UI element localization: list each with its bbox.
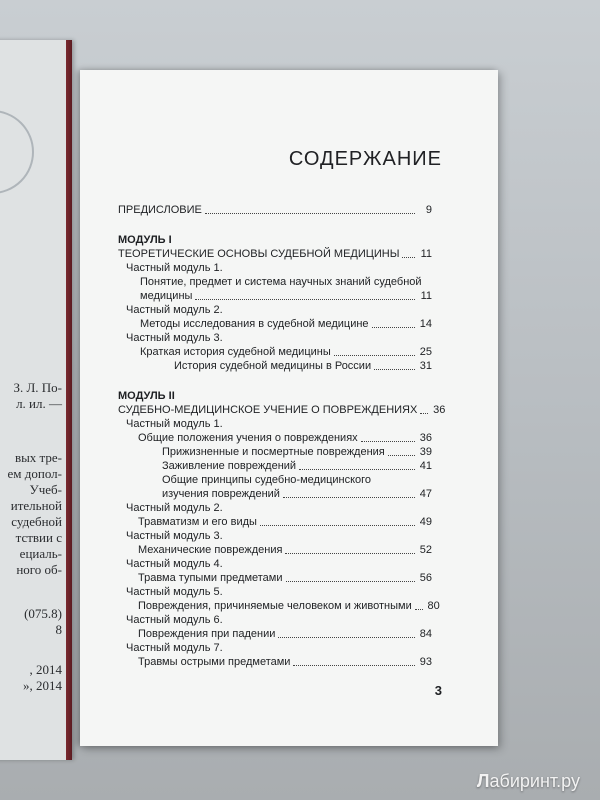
submodule-heading: Частный модуль 3.	[126, 530, 223, 542]
toc-entry-preface	[118, 203, 432, 217]
submodule-heading: Частный модуль 7.	[126, 642, 223, 654]
left-page-text: ного об-	[16, 562, 62, 577]
toc-label: Заживление повреждений	[162, 460, 297, 472]
page-number: 3	[434, 683, 442, 698]
toc-page: 25	[419, 346, 432, 358]
previous-page	[0, 40, 72, 760]
toc-entry-module-title	[118, 247, 432, 261]
dot-leader	[299, 469, 415, 470]
submodule-heading: Частный модуль 3.	[126, 332, 223, 344]
toc-page: 11	[420, 248, 432, 260]
toc-label: Общие принципы судебно-медицинского	[162, 474, 372, 486]
toc-label: Механические повреждения	[138, 544, 283, 556]
dot-leader	[260, 525, 415, 526]
toc-page: 49	[419, 516, 432, 528]
submodule-heading: Частный модуль 5.	[126, 586, 223, 598]
watermark-text: абиринт.ру	[489, 771, 580, 791]
toc-label: Общие положения учения о повреждениях	[138, 432, 358, 444]
dot-leader	[195, 299, 415, 300]
left-page-text: », 2014	[23, 678, 62, 693]
left-page-text: ециаль-	[19, 546, 62, 561]
toc-label: медицины	[140, 290, 193, 302]
toc-page: 36	[419, 432, 432, 444]
toc-page: 80	[427, 600, 440, 612]
left-page-text: 8	[55, 622, 62, 637]
toc-entry	[118, 543, 432, 557]
toc-label: ПРЕДИСЛОВИЕ	[118, 204, 202, 216]
dot-leader	[374, 369, 415, 370]
left-page-text: л. ил. —	[16, 396, 62, 411]
toc-entry	[118, 431, 432, 445]
module-heading: МОДУЛЬ I	[118, 234, 172, 246]
dot-leader	[415, 609, 423, 610]
toc-page: 52	[419, 544, 432, 556]
toc-page: 47	[419, 488, 432, 500]
toc-label: ТЕОРЕТИЧЕСКИЕ ОСНОВЫ СУДЕБНОЙ МЕДИЦИНЫ	[118, 248, 400, 260]
toc-label: Повреждения при падении	[138, 628, 276, 640]
submodule-heading: Частный модуль 1.	[126, 418, 223, 430]
toc-page: 41	[419, 460, 432, 472]
toc-entry	[118, 359, 432, 373]
toc-label: История судебной медицины в России	[174, 360, 372, 372]
dot-leader	[361, 441, 415, 442]
dot-leader	[278, 637, 415, 638]
submodule-heading: Частный модуль 2.	[126, 304, 223, 316]
toc-entry	[118, 487, 432, 501]
left-page-text: З. Л. По-	[13, 380, 62, 395]
dot-leader	[420, 413, 428, 414]
toc-page: 39	[419, 446, 432, 458]
submodule-heading: Частный модуль 6.	[126, 614, 223, 626]
dot-leader	[388, 455, 415, 456]
left-page-text: ительной	[10, 498, 62, 513]
left-page-text: (075.8)	[24, 606, 62, 621]
left-page-text: Учеб-	[29, 482, 62, 497]
toc-page: 11	[420, 290, 432, 302]
toc-entry	[118, 345, 432, 359]
toc-label: СУДЕБНО-МЕДИЦИНСКОЕ УЧЕНИЕ О ПОВРЕЖДЕНИЯХ	[118, 404, 418, 416]
toc-label: Краткая история судебной медицины	[140, 346, 331, 358]
toc-label: Травмы острыми предметами	[138, 656, 291, 668]
toc-label: изучения повреждений	[162, 488, 280, 500]
dot-leader	[285, 553, 415, 554]
toc-page: 93	[419, 656, 432, 668]
submodule-heading: Частный модуль 2.	[126, 502, 223, 514]
toc-entry	[118, 571, 432, 585]
toc-entry	[118, 445, 432, 459]
toc-page: 9	[425, 204, 432, 216]
toc-label: Прижизненные и посмертные повреждения	[162, 446, 385, 458]
toc-label: Понятие, предмет и система научных знаний судебной	[140, 276, 422, 288]
left-page-text: ем допол-	[7, 466, 62, 481]
toc-entry	[118, 459, 432, 473]
toc-entry	[118, 317, 432, 331]
toc-label: Травма тупыми предметами	[138, 572, 283, 584]
toc-page: 14	[419, 318, 432, 330]
toc-page: 84	[419, 628, 432, 640]
stamp-seal	[0, 110, 34, 194]
module-heading: МОДУЛЬ II	[118, 390, 175, 402]
dot-leader	[205, 213, 415, 214]
left-page-text: , 2014	[29, 662, 62, 677]
book-cover-edge	[66, 40, 72, 760]
toc-entry	[118, 515, 432, 529]
submodule-heading: Частный модуль 4.	[126, 558, 223, 570]
table-of-contents	[118, 200, 446, 669]
toc-entry	[118, 289, 432, 303]
toc-page: 36	[433, 404, 446, 416]
dot-leader	[372, 327, 415, 328]
dot-leader	[286, 581, 415, 582]
toc-entry	[118, 599, 440, 613]
toc-label: Методы исследования в судебной медицине	[140, 318, 369, 330]
toc-entry	[118, 627, 432, 641]
dot-leader	[334, 355, 415, 356]
left-page-text: судебной	[11, 514, 62, 529]
toc-label: Травматизм и его виды	[138, 516, 257, 528]
toc-entry-module-title	[118, 403, 446, 417]
dot-leader	[402, 257, 415, 258]
dot-leader	[293, 665, 415, 666]
watermark	[477, 771, 580, 792]
left-page-text: вых тре-	[14, 450, 62, 465]
submodule-heading: Частный модуль 1.	[126, 262, 223, 274]
toc-entry	[118, 655, 432, 669]
dot-leader	[283, 497, 415, 498]
toc-page: 31	[419, 360, 432, 372]
toc-page: 56	[419, 572, 432, 584]
labirint-logo-icon: Л	[476, 771, 490, 791]
left-page-text: тствии с	[15, 530, 62, 545]
toc-label: Повреждения, причиняемые человеком и животными	[138, 600, 412, 612]
page-title: СОДЕРЖАНИЕ	[288, 148, 442, 170]
book-page	[80, 70, 498, 746]
